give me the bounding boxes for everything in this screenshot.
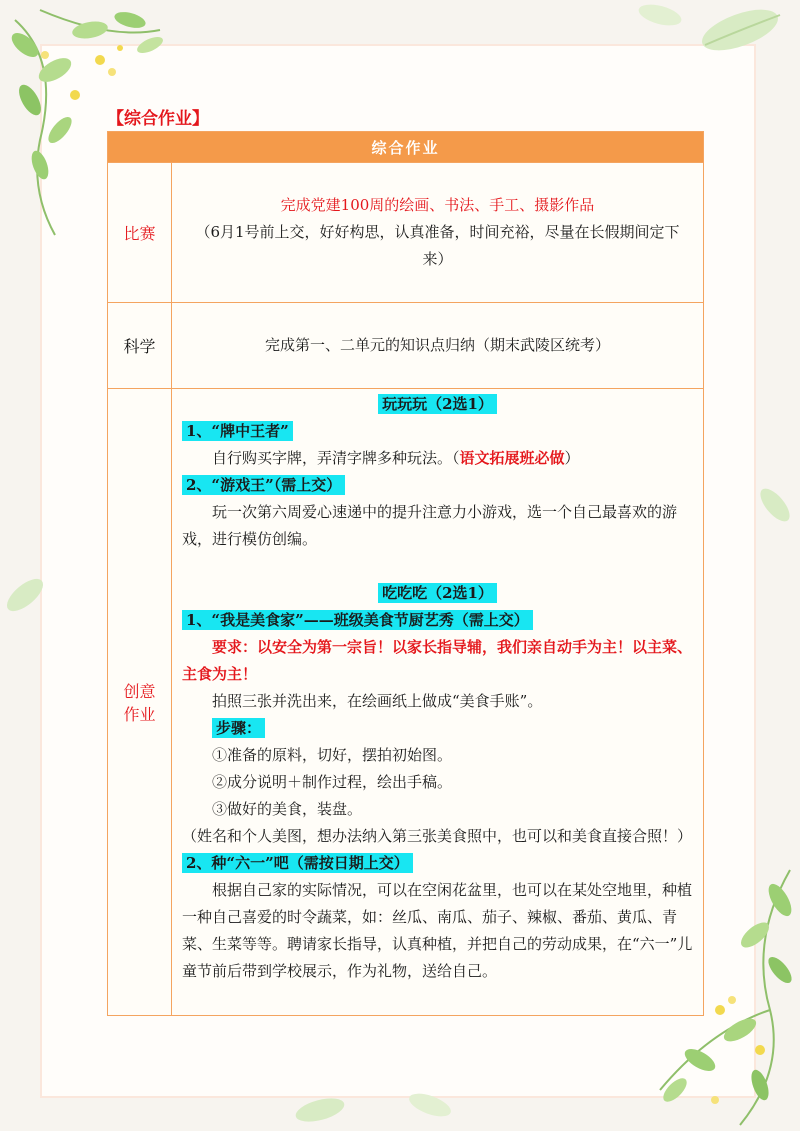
leaf-decoration-bottom-left [280,1080,480,1131]
eat-item2-text: 根据自己家的实际情况，可以在空闲花盆里，也可以在某处空地里，种植一种自己喜爱的时令蔬菜，如：丝瓜、南瓜、茄子、辣椒、番茄、黄瓜、青菜、生菜等等。聘请家长指导，认真种植，并把自己的劳动成果，在“六一”儿童节前后带到学校展示，作为礼物，送给自己。 [182,881,693,980]
competition-task: 完成党建100周的绘画、书法、手工、摄影作品 [280,196,595,214]
play-item1-title: 1、“牌中王者” [182,421,293,441]
science-content: 完成第一、二单元的知识点归纳（期末武陵区统考） [172,303,704,389]
creative-label-line1: 创意 [123,682,156,701]
play-item1-text [182,445,693,472]
eat-photo-instruction: 拍照三张并洗出来，在绘画纸上做成“美食手账”。 [212,692,543,710]
table-row-competition [108,163,704,303]
competition-note: （6月1号前上交，好好构思，认真准备，时间充裕，尽量在长假期间定下来） [195,223,680,268]
play-item1-red-note: 语文拓展班必做 [459,449,565,467]
table-header-row [108,132,704,163]
eat-section-title: 吃吃吃（2选1） [378,583,497,603]
eat-steps-label: 步骤： [212,718,265,738]
play-section-title: 玩玩玩（2选1） [378,394,497,414]
row-label-competition: 比赛 [108,163,172,303]
creative-content [172,389,704,1016]
table-row-creative [108,389,704,1016]
eat-step-3: ③做好的美食，装盘。 [212,800,363,818]
play-item1-close: ） [564,449,580,467]
row-label-creative [108,389,172,1016]
table-header: 综合作业 [108,132,704,163]
eat-requirement: 要求：以安全为第一宗旨！以家长指导辅，我们亲自动手为主！以主菜、主食为主！ [182,638,693,683]
leaf-decoration-right-mid [745,470,800,540]
leaf-decoration-top-right [620,0,800,100]
competition-content [172,163,704,303]
eat-note: （姓名和个人美图，想办法纳入第三张美食照中，也可以和美食直接合照！） [182,827,693,845]
play-item1-body: 自行购买字牌，弄清字牌多种玩法。（ [212,449,460,467]
table-row-science [108,303,704,389]
play-item2-title: 2、“游戏王”（需上交） [182,475,345,495]
eat-step-2: ②成分说明＋制作过程，绘出手稿。 [212,773,453,791]
homework-table [107,131,704,1016]
play-item2-text: 玩一次第六周爱心速递中的提升注意力小游戏，选一个自己最喜欢的游戏，进行模仿创编。 [182,503,678,548]
eat-step-1: ①准备的原料，切好，摆拍初始图。 [212,746,453,764]
creative-label-line2: 作业 [123,705,156,724]
row-label-science: 科学 [108,303,172,389]
section-title: 【综合作业】 [107,109,209,129]
leaf-decoration-left-mid [0,560,60,630]
eat-item1-title: 1、“我是美食家”——班级美食节厨艺秀（需上交） [182,610,533,630]
spacer [182,553,693,580]
eat-item2-title: 2、种“六一”吧（需按日期上交） [182,853,413,873]
